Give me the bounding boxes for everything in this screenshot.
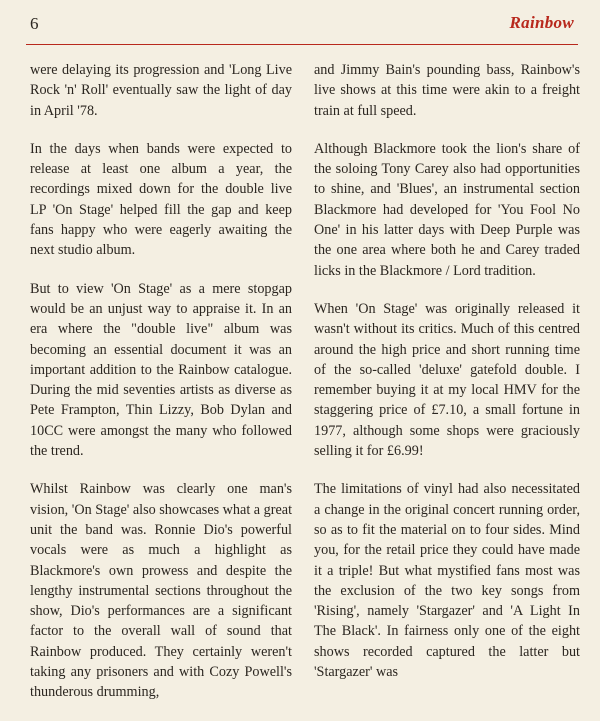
paragraph: But to view 'On Stage' as a mere stopgap would be an unjust way to appraise it. In an era where the "double live" album was becoming an essential document it was an important addition to the Rainbow catalogue. During the mid seventies artists as diverse as Pete Frampton, Thin Lizzy, Bob Dylan and 10CC were amongst the many who followed the trend.: [30, 280, 292, 460]
rainbow-logo: Rainbow: [509, 13, 574, 32]
paragraph: were delaying its progression and 'Long Live Rock 'n' Roll' eventually saw the light of day in April '78.: [30, 62, 292, 119]
header-divider: [26, 44, 578, 45]
paragraph: In the days when bands were expected to release at least one album a year, the recordings mixed down for the double live LP 'On Stage' helped fill the gap and keep fans happy who were eagerly awaiting the next studio album.: [30, 140, 292, 259]
left-text-column: [30, 60, 292, 721]
paragraph: Although Blackmore took the lion's share of the soloing Tony Carey also had opportunities to shine, and 'Blues', an instrumental section Blackmore had developed for 'You Fool No One' in his latter days with Deep Purple was the one area where both he and Carey traded licks in the Blackmore / Lord tradition.: [314, 140, 580, 279]
paragraph: The limitations of vinyl had also necessitated a change in the original concert running order, so as to fit the material on to four sides. Mind you, for the retail price they could have made it a triple! But what mystified fans most was the exclusion of the two key songs from 'Rising', namely 'Stargazer' and 'A Light In The Black'. In fairness only one of the eight shows recorded captured the latter but 'Stargazer' was: [314, 481, 580, 681]
paragraph: and Jimmy Bain's pounding bass, Rainbow's live shows at this time were akin to a freight train at full speed.: [314, 62, 580, 119]
paragraph: When 'On Stage' was originally released it wasn't without its critics. Much of this centred around the high price and short running time of the so-called 'deluxe' gatefold double. I remember buying it at my local HMV for the staggering price of £7.10, a small fortune in 1977, although some shops were graciously selling it for £6.99!: [314, 300, 580, 460]
right-text-column: [314, 60, 580, 700]
page-number: 6: [30, 14, 39, 33]
paragraph: Whilst Rainbow was clearly one man's vision, 'On Stage' also showcases what a great unit the band was. Ronnie Dio's powerful vocals were as much a highlight as Blackmore's own prowess and despite the lengthy instrumental sections throughout the show, Dio's performances are a significant factor to the overall wall of sound that Rainbow produced. They certainly weren't taking any prisoners and with Cozy Powell's thunderous drumming,: [30, 481, 293, 701]
